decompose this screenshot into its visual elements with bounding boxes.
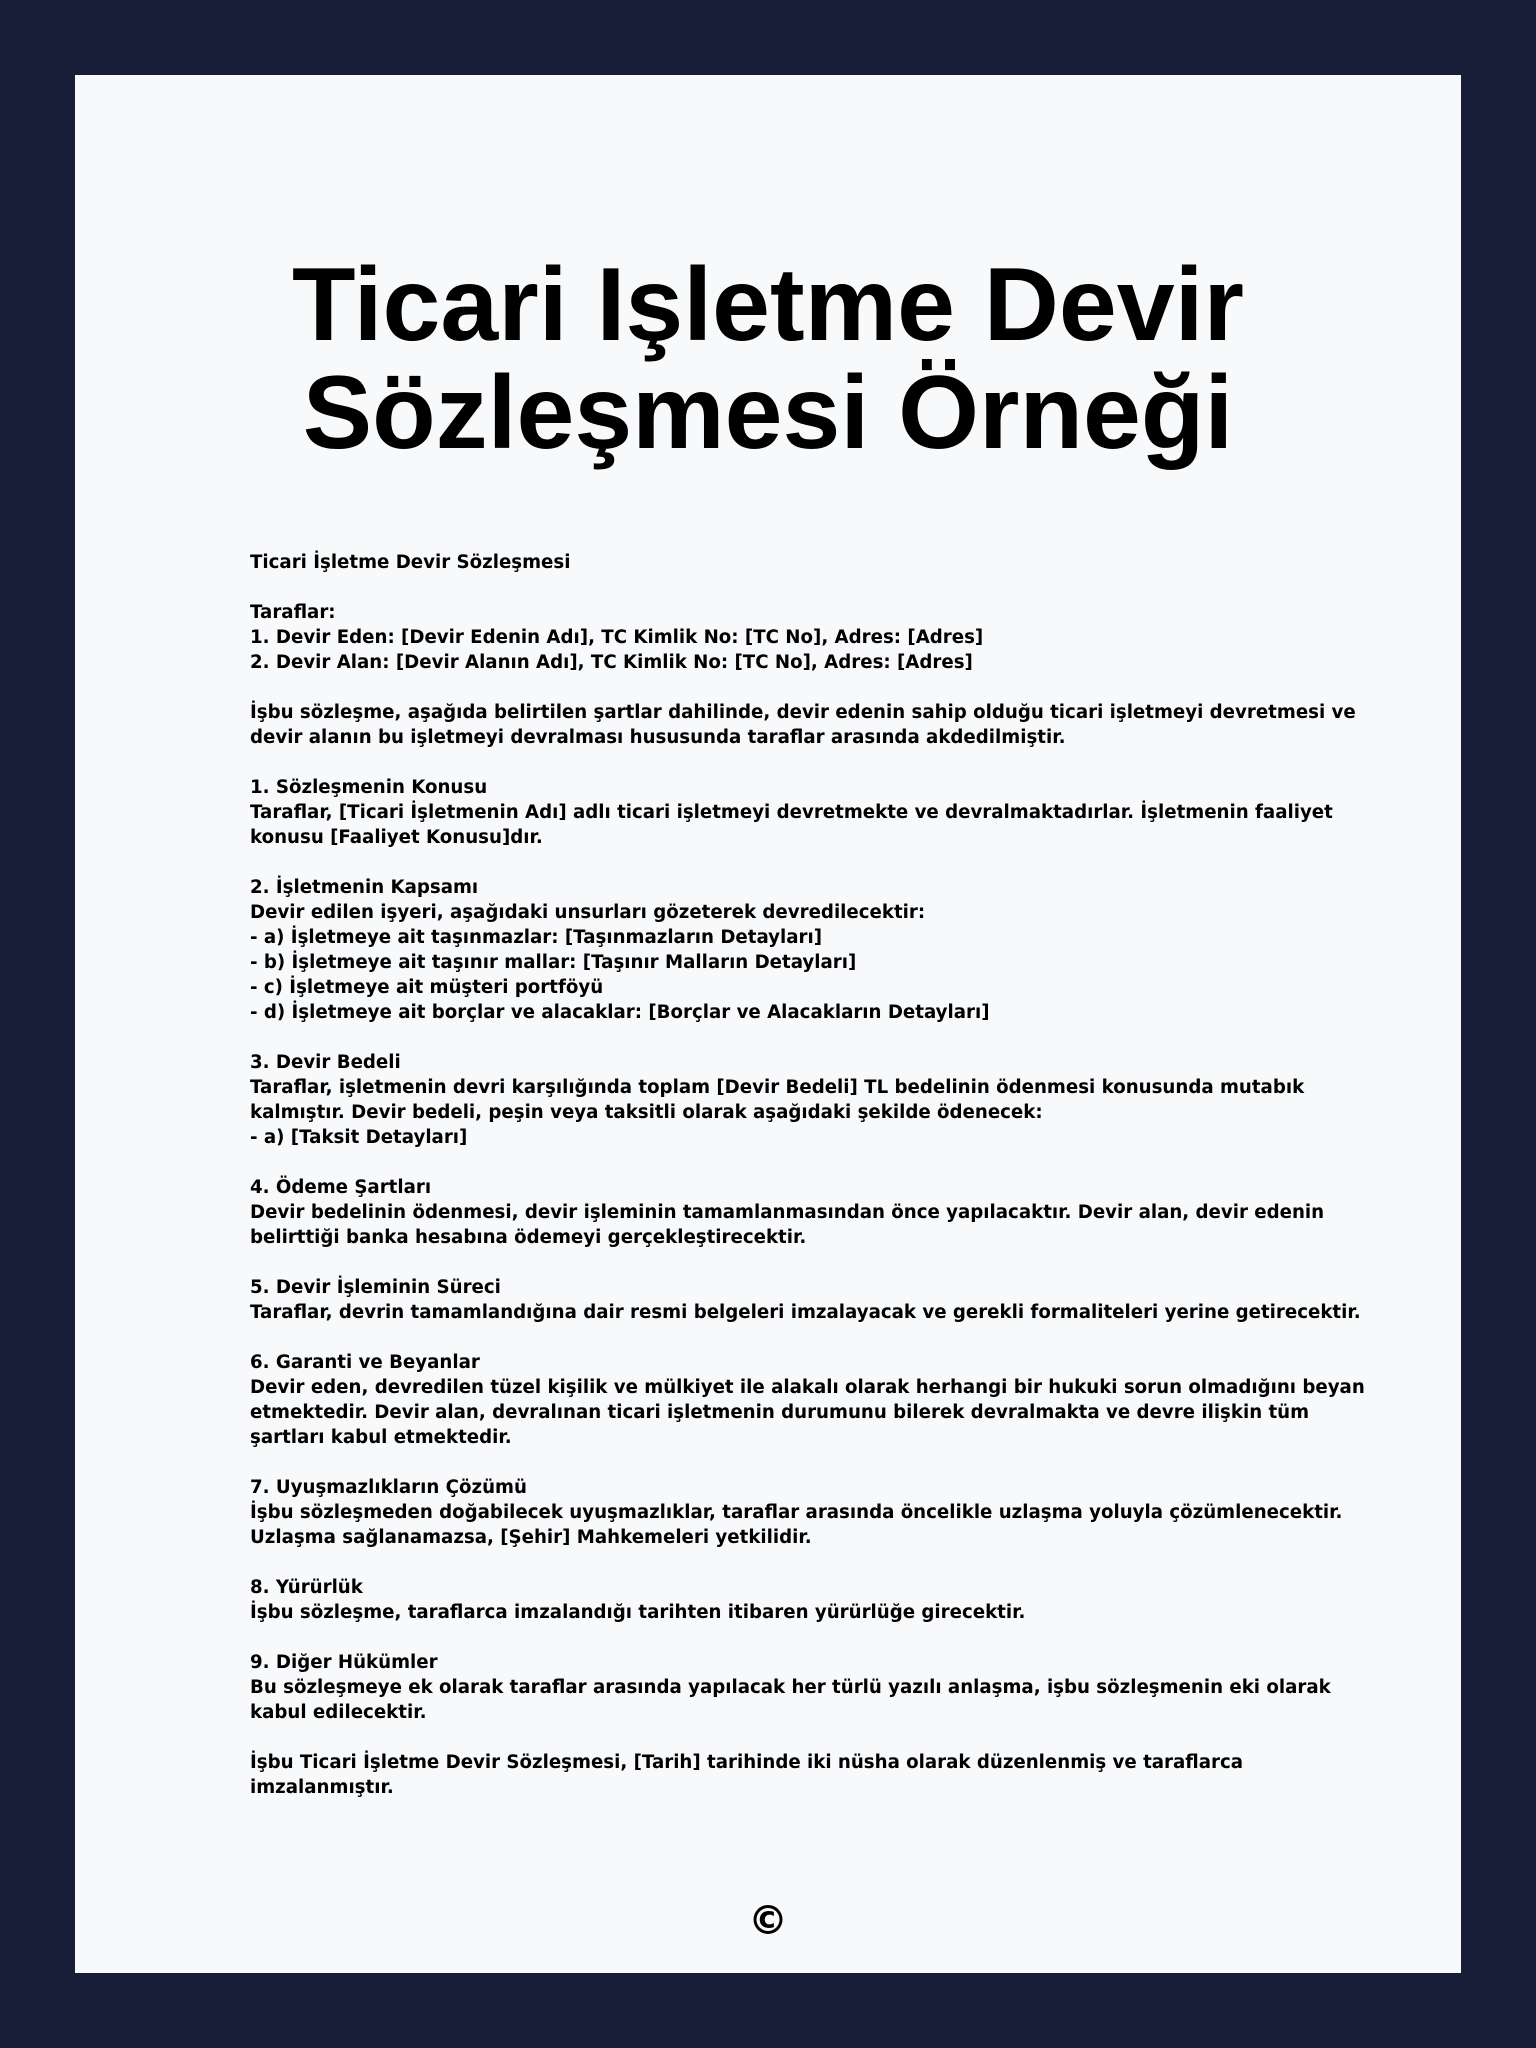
document-title-line-1: Ticari Işletme Devir (292, 247, 1244, 363)
document-page (75, 75, 1461, 1973)
document-title (75, 247, 1461, 471)
document-body: Ticari İşletme Devir Sözleşmesi Taraflar: 1. Devir Eden: [Devir Edenin Adı], TC Kimlik No: [TC No], Adres: [Adres] 2. Devir Alan: [Devir Alanın Adı], TC Kimlik No: [TC No], Adres: [Adres] İşbu sözleşme, aşağıda belirtilen şartlar dahilinde, devir edenin sahip olduğu ticari işletmeyi devretmesi ve devir alanın bu işletmeyi devralması hususunda taraflar arasında akdedilmiştir. 1. Sözleşmenin Konusu Taraflar, [Ticari İşletmenin Adı] adlı ticari işletmeyi devretmekte ve devralmaktadırlar. İşletmenin faaliyet konusu [Faaliyet Konusu]dır. 2. İşletmenin Kapsamı Devir edilen işyeri, aşağıdaki unsurları gözeterek devredilecektir: - a) İşletmeye ait taşınmazlar: [Taşınmazların Detayları] - b) İşletmeye ait taşınır mallar: [Taşınır Malların Detayları] - c) İşletmeye ait müşteri portföyü - d) İşletmeye ait borçlar ve alacaklar: [Borçlar ve Alacakların Detayları] 3. Devir Bedeli Taraflar, işletmenin devri karşılığında toplam [Devir Bedeli] TL bedelinin ödenmesi konusunda mutabık kalmıştır. Devir bedeli, peşin veya taksitli olarak aşağıdaki şekilde ödenecek: - a) [Taksit Detayları] 4. Ödeme Şartları Devir bedelinin ödenmesi, devir işleminin tamamlanmasından önce yapılacaktır. Devir alan, devir edenin belirttiği banka hesabına ödemeyi gerçekleştirecektir. 5. Devir İşleminin Süreci Taraflar, devrin tamamlandığına dair resmi belgeleri imzalayacak ve gerekli formaliteleri yerine getirecektir. 6. Garanti ve Beyanlar Devir eden, devredilen tüzel kişilik ve mülkiyet ile alakalı olarak herhangi bir hukuki sorun olmadığını beyan etmektedir. Devir alan, devralınan ticari işletmenin durumunu bilerek devralmakta ve devre ilişkin tüm şartları kabul etmektedir. 7. Uyuşmazlıkların Çözümü İşbu sözleşmeden doğabilecek uyuşmazlıklar, taraflar arasında öncelikle uzlaşma yoluyla çözümlenecektir. Uzlaşma sağlanamazsa, [Şehir] Mahkemeleri yetkilidir. 8. Yürürlük İşbu sözleşme, taraflarca imzalandığı tarihten itibaren yürürlüğe girecektir. 9. Diğer Hükümler Bu sözleşmeye ek olarak taraflar arasında yapılacak her türlü yazılı anlaşma, işbu sözleşmenin eki olarak kabul edilecektir. İşbu Ticari İşletme Devir Sözleşmesi, [Tarih] tarihinde iki nüsha olarak düzenlenmiş ve taraflarca imzalanmıştır. (250, 552, 1365, 1798)
copyright-icon: © (748, 1898, 788, 1944)
document-title-line-2: Sözleşmesi Örneği (302, 355, 1234, 471)
